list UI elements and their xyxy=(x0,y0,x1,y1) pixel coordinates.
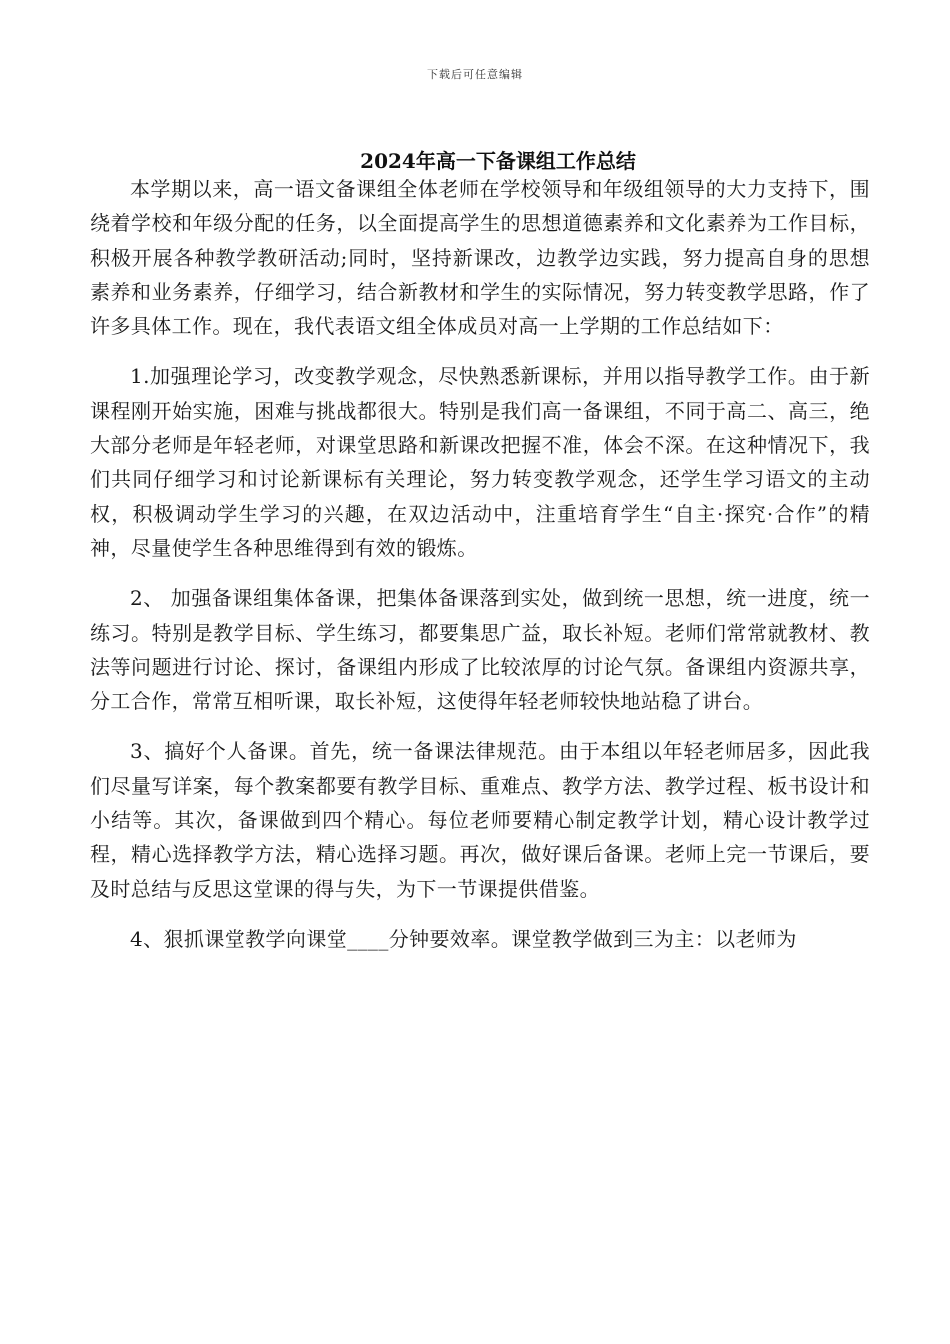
paragraph-item-4: 4、狠抓课堂教学向课堂____分钟要效率。课堂教学做到三为主：以老师为 xyxy=(130,926,797,951)
paragraph-item-2: 2、 加强备课组集体备课，把集体备课落到实处，做到统一思想，统一进度，统一练习。特别是教学目标、学生练习，都要集思广益，取长补短。老师们常常就教材、教法等问题进行讨论、探讨，备课组内形成了比较浓厚的讨论气氛。备课组内资源共享，分工合作，常常互相听课，取长补短，这使得年轻老师较快地站稳了讲台。 xyxy=(90,586,870,714)
header-note: 下载后可任意编辑 xyxy=(427,68,523,81)
paragraph-item-1: 1.加强理论学习，改变教学观念，尽快熟悉新课标，并用以指导教学工作。由于新课程刚开始实施，困难与挑战都很大。特别是我们高一备课组，不同于高二、高三，绝大部分老师是年轻老师，对课堂思路和新课改把握不准，体会不深。在这种情况下，我们共同仔细学习和讨论新课标有关理论，努力转变教学观念，还学生学习语文的主动权，积极调动学生学习的兴趣，在双边活动中，注重培育学生“自主·探究·合作”的精神，尽量使学生各种思维得到有效的锻炼。 xyxy=(90,364,870,560)
document-body xyxy=(90,172,870,972)
paragraph-intro: 本学期以来，高一语文备课组全体老师在学校领导和年级组领导的大力支持下，围绕着学校和年级分配的任务，以全面提高学生的思想道德素养和文化素养为工作目标，积极开展各种教学教研活动;同时，坚持新课改，边教学边实践，努力提高自身的思想素养和业务素养，仔细学习，结合新教材和学生的实际情况，努力转变教学思路，作了许多具体工作。现在，我代表语文组全体成员对高一上学期的工作总结如下： xyxy=(90,177,870,339)
document-title: 2024年高一下备课组工作总结 xyxy=(360,149,636,173)
paragraph-item-3: 3、搞好个人备课。首先，统一备课法律规范。由于本组以年轻老师居多，因此我们尽量写详案，每个教案都要有教学目标、重难点、教学方法、教学过程、板书设计和小结等。其次，备课做到四个精心。每位老师要精心制定教学计划，精心设计教学过程，精心选择教学方法，精心选择习题。再次，做好课后备课。老师上完一节课后，要及时总结与反思这堂课的得与失，为下一节课提供借鉴。 xyxy=(90,739,870,901)
